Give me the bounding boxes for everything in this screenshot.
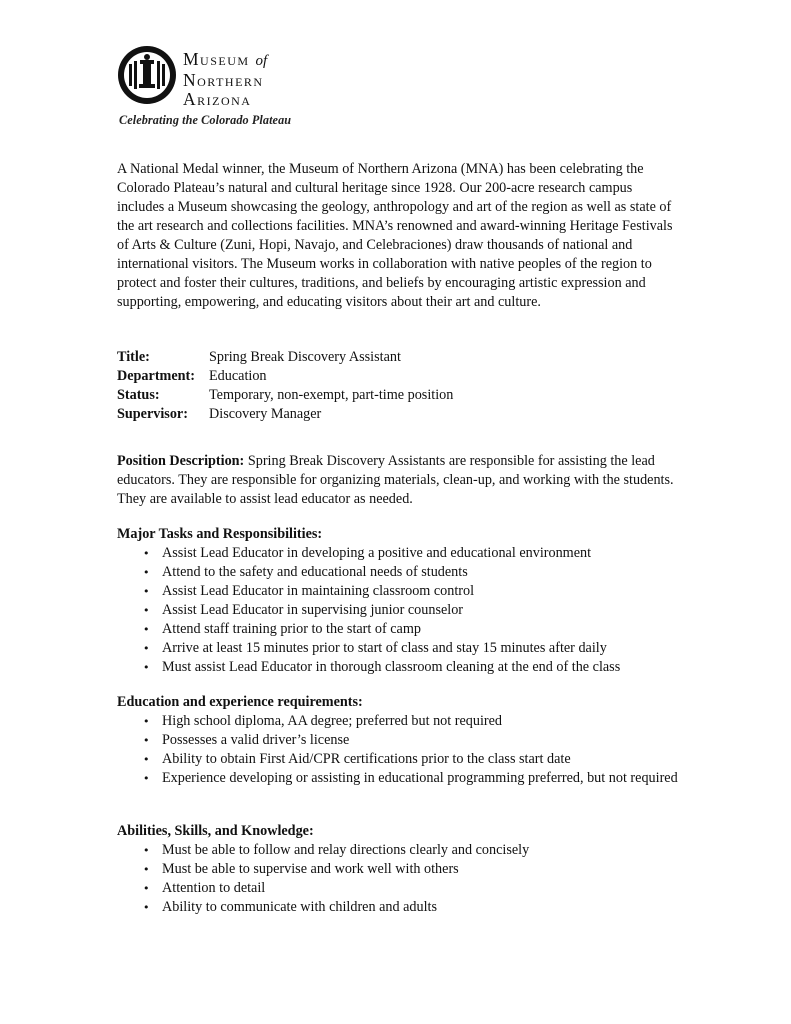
position-label: Position Description: bbox=[117, 453, 245, 469]
abilities-list bbox=[117, 841, 697, 917]
logo-line-3: Arizona bbox=[183, 89, 252, 109]
list-item: • Must assist Lead Educator in thorough classroom cleaning at the end of the class bbox=[117, 658, 697, 677]
list-item: • Assist Lead Educator in maintaining classroom control bbox=[117, 582, 697, 601]
logo-line-2: Northern bbox=[183, 70, 264, 90]
detail-value: Education bbox=[209, 368, 267, 384]
section-major-tasks bbox=[117, 525, 697, 677]
list-item: • Possesses a valid driver’s license bbox=[117, 731, 697, 750]
list-item: • Ability to obtain First Aid/CPR certifications prior to the class start date bbox=[117, 750, 697, 769]
detail-row-supervisor bbox=[117, 405, 453, 424]
list-item: • Attend staff training prior to the start of camp bbox=[117, 620, 697, 639]
detail-label: Department: bbox=[117, 368, 196, 384]
job-details bbox=[117, 348, 453, 424]
detail-row-status bbox=[117, 386, 453, 405]
position-description bbox=[117, 452, 677, 509]
section-title: Abilities, Skills, and Knowledge: bbox=[117, 823, 314, 839]
museum-emblem-icon bbox=[117, 45, 177, 105]
detail-value: Spring Break Discovery Assistant bbox=[209, 349, 401, 365]
list-item: • Attend to the safety and educational needs of students bbox=[117, 563, 697, 582]
list-item: • Assist Lead Educator in supervising junior counselor bbox=[117, 601, 697, 620]
detail-value: Discovery Manager bbox=[209, 406, 322, 422]
list-item: • Assist Lead Educator in developing a positive and educational environment bbox=[117, 544, 697, 563]
detail-label: Supervisor: bbox=[117, 406, 188, 422]
requirements-list bbox=[117, 712, 697, 788]
detail-value: Temporary, non-exempt, part-time position bbox=[209, 387, 454, 403]
detail-label: Title: bbox=[117, 349, 150, 365]
list-item-text: • Experience developing or assisting in educational programming preferred, but not required bbox=[162, 770, 678, 786]
list-item: • Ability to communicate with children and adults bbox=[117, 898, 697, 917]
intro-paragraph: A National Medal winner, the Museum of Northern Arizona (MNA) has been celebrating the Colorado Plateau’s natural and cultural heritage since 1928. Our 200-acre research campus includes a Museum showcasing the geology, anthropology and art of the region as well as state of the art research and collections facilities. MNA’s renowned and award-winning Heritage Festivals of Arts & Culture (Zuni, Hopi, Navajo, and Celebraciones) draw thousands of national and international visitors. The Museum works in collaboration with native peoples of the region to protect and foster their cultures, traditions, and beliefs by encouraging artistic expression and supporting, empowering, and educating visitors about their art and culture. bbox=[117, 161, 673, 310]
list-item: • Arrive at least 15 minutes prior to start of class and stay 15 minutes after daily bbox=[117, 639, 697, 658]
list-item: • Must be able to supervise and work well with others bbox=[117, 860, 697, 879]
museum-logo bbox=[117, 45, 317, 130]
list-item: • Attention to detail bbox=[117, 879, 697, 898]
task-list bbox=[117, 544, 697, 677]
logo-line-1: Museum of bbox=[183, 49, 268, 69]
detail-row-department bbox=[117, 367, 453, 386]
list-item bbox=[117, 769, 697, 788]
section-title: Major Tasks and Responsibilities: bbox=[117, 526, 323, 542]
detail-row-title bbox=[117, 348, 453, 367]
position-text: Spring Break Discovery Assistants are responsible for assisting the lead educators. They are responsible for organizing materials, clean-up, and working with the students. They are available to assist lead educator as needed. bbox=[117, 453, 674, 507]
logo-tagline: Celebrating the Colorado Plateau bbox=[119, 113, 292, 127]
section-title: Education and experience requirements: bbox=[117, 694, 363, 710]
list-item: • High school diploma, AA degree; preferred but not required bbox=[117, 712, 697, 731]
section-education-requirements bbox=[117, 693, 697, 788]
detail-label: Status: bbox=[117, 387, 160, 403]
list-item: • Must be able to follow and relay directions clearly and concisely bbox=[117, 841, 697, 860]
logo-wordmark bbox=[183, 50, 267, 109]
section-abilities-skills bbox=[117, 822, 697, 917]
